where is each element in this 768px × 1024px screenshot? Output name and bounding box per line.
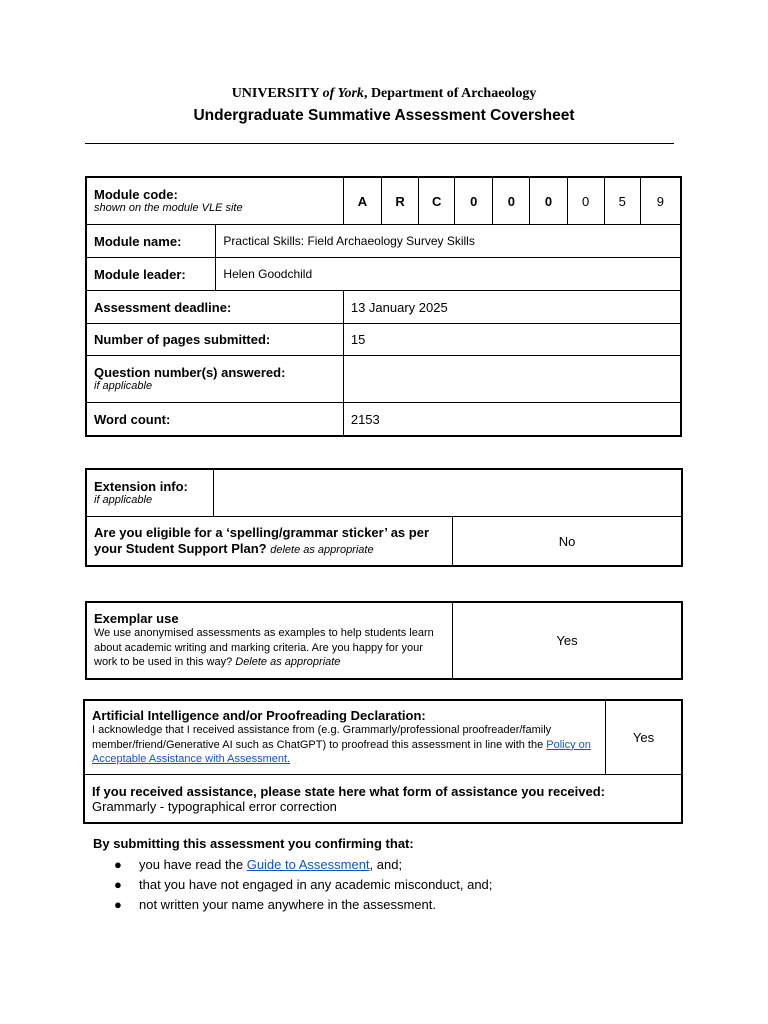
confirmation-item-text: that you have not engaged in any academic misconduct, and;	[139, 877, 493, 892]
module-code-char[interactable]: 0	[530, 178, 567, 225]
module-details-table	[86, 177, 681, 436]
sticker-sub-label: delete as appropriate	[270, 543, 374, 556]
deadline-label: Assessment deadline:	[87, 291, 344, 324]
exemplar-description: We use anonymised assessments as examples to help students learn about academic writing and marking criteria. Are you happy for your work to be used in this way?	[94, 627, 434, 669]
module-code-char[interactable]: 0	[455, 178, 493, 225]
confirmation-title: By submitting this assessment you confirming that:	[93, 836, 414, 851]
module-code-label-cell	[87, 178, 344, 225]
module-name-value[interactable]: Practical Skills: Field Archaeology Survey Skills	[216, 225, 681, 258]
university-department-heading	[0, 86, 768, 102]
extension-label-cell	[87, 470, 214, 517]
university-name: UNIVERSITY	[231, 86, 320, 101]
assistance-cell	[85, 775, 682, 823]
confirmation-item-text: , and;	[369, 857, 403, 872]
assistance-row	[85, 775, 682, 823]
ai-declaration-label: Artificial Intelligence and/or Proofreading Declaration:	[92, 708, 426, 724]
guide-to-assessment-link[interactable]: Guide to Assessment	[246, 857, 370, 872]
module-name-label: Module name:	[87, 225, 216, 258]
confirmation-item-text: you have read the	[139, 857, 247, 872]
pages-row	[87, 324, 681, 356]
extension-label: Extension info:	[94, 479, 188, 494]
assistance-value[interactable]: Grammarly - typographical error correction	[92, 798, 337, 814]
bullet-icon: ●	[114, 857, 122, 872]
question-label-cell	[87, 356, 344, 403]
page-title: Undergraduate Summative Assessment Coversheet	[193, 107, 575, 124]
ai-declaration-text	[92, 723, 598, 767]
module-code-char[interactable]: 9	[640, 178, 680, 225]
module-code-label: Module code:	[94, 187, 178, 202]
confirmation-item-text: not written your name anywhere in the assessment.	[139, 897, 436, 912]
ai-declaration-table	[84, 700, 682, 823]
header-divider	[85, 143, 674, 144]
assistance-label: If you received assistance, please state here what form of assistance you received:	[92, 783, 606, 799]
list-item	[93, 895, 492, 915]
exemplar-table	[86, 602, 682, 679]
module-code-char[interactable]: 0	[493, 178, 530, 225]
extension-table	[86, 469, 682, 566]
question-sub-label: if applicable	[94, 380, 153, 392]
module-code-char[interactable]: 0	[567, 178, 604, 225]
ai-declaration-value[interactable]: Yes	[606, 701, 682, 775]
extension-value[interactable]	[214, 470, 682, 517]
sticker-value[interactable]: No	[453, 517, 682, 566]
pages-value[interactable]: 15	[343, 324, 680, 356]
list-item	[93, 875, 492, 895]
wordcount-label: Word count:	[87, 403, 344, 436]
university-of-york: of York	[322, 86, 364, 101]
question-row	[87, 356, 681, 403]
confirmation-list	[93, 855, 492, 915]
exemplar-value[interactable]: Yes	[453, 603, 682, 679]
extension-row	[87, 470, 682, 517]
module-code-char[interactable]: 5	[604, 178, 640, 225]
sticker-label-cell	[87, 517, 453, 566]
confirmation-section	[93, 836, 492, 915]
module-code-sub-label: shown on the module VLE site	[94, 202, 243, 214]
department-name: , Department of Archaeology	[363, 86, 537, 101]
question-value[interactable]	[343, 356, 680, 403]
sticker-row	[87, 517, 682, 566]
module-code-char[interactable]: C	[419, 178, 455, 225]
ai-declaration-label-cell	[85, 701, 606, 775]
sticker-label: Are you eligible for a ‘spelling/grammar sticker’ as per your Student Support Plan?	[94, 524, 429, 556]
ai-declaration-row	[85, 701, 682, 775]
bullet-icon: ●	[114, 897, 122, 912]
ai-declaration-description: I acknowledge that I received assistance from (e.g. Grammarly/professional proofreader/family member/friend/Generative AI such as ChatGPT) to proofread this assessment in line with the	[92, 724, 552, 751]
exemplar-text	[94, 626, 445, 670]
wordcount-value[interactable]: 2153	[343, 403, 680, 436]
extension-sub-label: if applicable	[94, 494, 153, 506]
list-item	[93, 855, 492, 875]
bullet-icon: ●	[114, 877, 122, 892]
module-leader-label: Module leader:	[87, 258, 216, 291]
module-code-char[interactable]: A	[343, 178, 381, 225]
module-code-char[interactable]: R	[381, 178, 418, 225]
exemplar-label: Exemplar use	[94, 611, 179, 627]
pages-label: Number of pages submitted:	[87, 324, 344, 356]
exemplar-delete-note: Delete as appropriate	[235, 656, 341, 669]
module-code-row	[87, 178, 681, 225]
deadline-row	[87, 291, 681, 324]
module-name-row	[87, 225, 681, 258]
wordcount-row	[87, 403, 681, 436]
exemplar-row	[87, 603, 682, 679]
module-leader-row	[87, 258, 681, 291]
deadline-value[interactable]: 13 January 2025	[343, 291, 680, 324]
policy-link[interactable]: Policy on Acceptable Assistance with Assessment.	[92, 738, 591, 766]
exemplar-label-cell	[87, 603, 453, 679]
question-label: Question number(s) answered:	[94, 365, 286, 380]
module-leader-value[interactable]: Helen Goodchild	[216, 258, 681, 291]
